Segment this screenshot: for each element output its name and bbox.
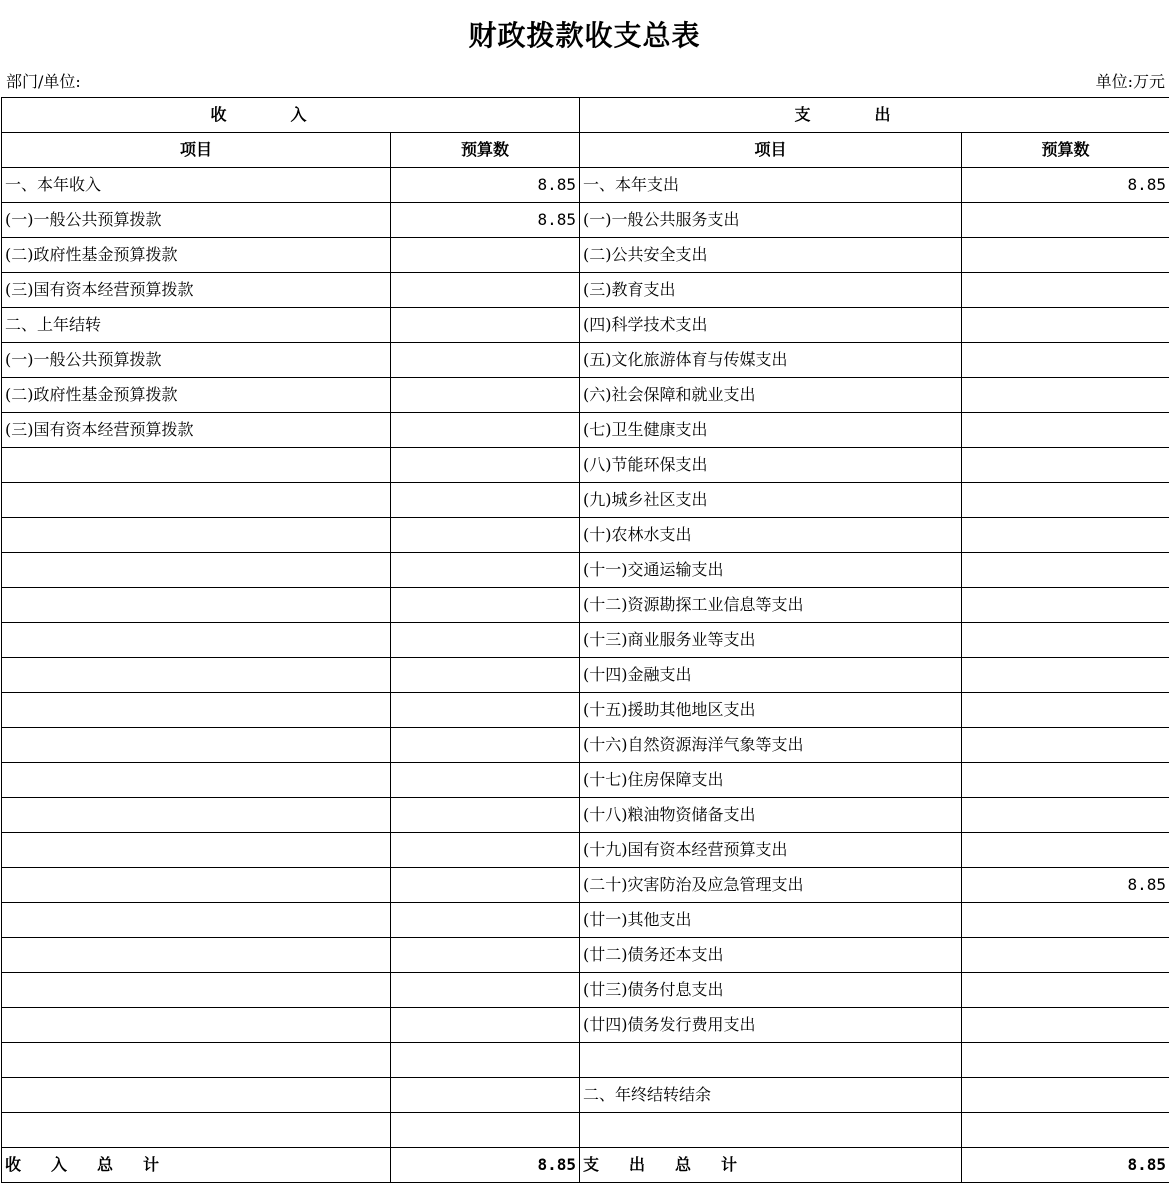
table-row <box>2 623 1169 658</box>
expense-value-cell <box>962 763 1169 798</box>
expense-item-cell: (十九)国有资本经营预算支出 <box>580 833 962 868</box>
expense-value-cell <box>962 273 1169 308</box>
income-value-cell <box>391 903 580 938</box>
income-value-cell <box>391 728 580 763</box>
income-value-cell <box>391 868 580 903</box>
expense-value-cell <box>962 728 1169 763</box>
income-value-cell <box>391 693 580 728</box>
income-item-cell: (二)政府性基金预算拨款 <box>2 378 391 413</box>
expense-value-cell: 8.85 <box>962 168 1169 203</box>
income-item-cell <box>2 483 391 518</box>
income-item-cell <box>2 798 391 833</box>
income-item-cell <box>2 693 391 728</box>
income-value-cell <box>391 973 580 1008</box>
income-item-cell <box>2 1008 391 1043</box>
page-title: 财政拨款收支总表 <box>468 19 701 52</box>
table-row <box>2 693 1169 728</box>
income-value-cell <box>391 518 580 553</box>
income-value-cell <box>391 588 580 623</box>
expense-item-cell: (三)教育支出 <box>580 273 962 308</box>
income-value-cell <box>391 658 580 693</box>
table-row <box>2 203 1169 238</box>
table-row <box>2 518 1169 553</box>
income-item-cell <box>2 903 391 938</box>
expense-item-cell: (九)城乡社区支出 <box>580 483 962 518</box>
income-value-cell <box>391 378 580 413</box>
expense-item-cell <box>580 1043 962 1078</box>
income-item-cell <box>2 553 391 588</box>
unit-label: 单位:万元 <box>1095 72 1165 91</box>
income-value-cell <box>391 483 580 518</box>
expense-header: 支出 <box>580 98 1169 133</box>
expense-item-cell: 二、年终结转结余 <box>580 1078 962 1113</box>
section-header-row <box>2 98 1169 133</box>
income-item-cell <box>2 973 391 1008</box>
budget-summary-table <box>1 97 1169 1183</box>
expense-budget-column-header: 预算数 <box>962 133 1169 168</box>
expense-value-cell: 8.85 <box>962 868 1169 903</box>
table-row <box>2 238 1169 273</box>
income-item-cell: (三)国有资本经营预算拨款 <box>2 273 391 308</box>
expense-item-cell: (五)文化旅游体育与传媒支出 <box>580 343 962 378</box>
income-value-cell <box>391 553 580 588</box>
total-row <box>2 1148 1169 1183</box>
expense-item-cell: (廿四)债务发行费用支出 <box>580 1008 962 1043</box>
expense-value-cell <box>962 483 1169 518</box>
table-row <box>2 448 1169 483</box>
expense-item-cell: (七)卫生健康支出 <box>580 413 962 448</box>
table-row <box>2 903 1169 938</box>
income-value-cell <box>391 1078 580 1113</box>
expense-value-cell <box>962 798 1169 833</box>
expense-value-cell <box>962 378 1169 413</box>
expense-item-cell: (十五)援助其他地区支出 <box>580 693 962 728</box>
expense-value-cell <box>962 1078 1169 1113</box>
expense-item-cell: 一、本年支出 <box>580 168 962 203</box>
income-value-cell <box>391 798 580 833</box>
income-item-cell <box>2 623 391 658</box>
income-item-cell: (三)国有资本经营预算拨款 <box>2 413 391 448</box>
expense-value-cell <box>962 833 1169 868</box>
table-row <box>2 413 1169 448</box>
expense-value-cell <box>962 1043 1169 1078</box>
expense-item-cell: (十三)商业服务业等支出 <box>580 623 962 658</box>
income-item-cell <box>2 763 391 798</box>
table-row <box>2 658 1169 693</box>
expense-item-cell: (十八)粮油物资储备支出 <box>580 798 962 833</box>
income-item-cell: (一)一般公共预算拨款 <box>2 203 391 238</box>
table-body <box>2 98 1169 1183</box>
table-row <box>2 1078 1169 1113</box>
expense-value-cell <box>962 658 1169 693</box>
income-item-cell <box>2 588 391 623</box>
expense-value-cell <box>962 238 1169 273</box>
expense-item-cell: (十二)资源勘探工业信息等支出 <box>580 588 962 623</box>
income-value-cell: 8.85 <box>391 203 580 238</box>
income-value-cell <box>391 238 580 273</box>
income-value-cell <box>391 938 580 973</box>
expense-value-cell <box>962 203 1169 238</box>
department-label: 部门/单位: <box>6 72 81 91</box>
income-value-cell: 8.85 <box>391 168 580 203</box>
expense-value-cell <box>962 553 1169 588</box>
income-value-cell <box>391 623 580 658</box>
expense-item-cell: (十四)金融支出 <box>580 658 962 693</box>
expense-value-cell <box>962 343 1169 378</box>
table-row <box>2 378 1169 413</box>
expense-value-cell <box>962 1008 1169 1043</box>
income-budget-column-header: 预算数 <box>391 133 580 168</box>
income-item-cell <box>2 868 391 903</box>
table-row <box>2 798 1169 833</box>
income-item-cell: (二)政府性基金预算拨款 <box>2 238 391 273</box>
income-item-cell <box>2 448 391 483</box>
income-value-cell <box>391 1113 580 1148</box>
column-header-row <box>2 133 1169 168</box>
income-total-label: 收入总计 <box>2 1148 391 1183</box>
income-value-cell <box>391 343 580 378</box>
table-row <box>2 1113 1169 1148</box>
expense-item-cell: (廿三)债务付息支出 <box>580 973 962 1008</box>
table-row <box>2 938 1169 973</box>
expense-value-cell <box>962 308 1169 343</box>
income-item-cell <box>2 658 391 693</box>
table-row <box>2 763 1169 798</box>
income-item-cell <box>2 728 391 763</box>
expense-item-cell: (六)社会保障和就业支出 <box>580 378 962 413</box>
income-header: 收入 <box>2 98 580 133</box>
expense-item-cell <box>580 1113 962 1148</box>
expense-item-cell: (二)公共安全支出 <box>580 238 962 273</box>
table-row <box>2 973 1169 1008</box>
income-value-cell <box>391 413 580 448</box>
expense-item-cell: (一)一般公共服务支出 <box>580 203 962 238</box>
expense-value-cell <box>962 903 1169 938</box>
income-total-value: 8.85 <box>391 1148 580 1183</box>
expense-value-cell <box>962 938 1169 973</box>
expense-item-cell: (十七)住房保障支出 <box>580 763 962 798</box>
table-row <box>2 1043 1169 1078</box>
income-value-cell <box>391 308 580 343</box>
income-item-cell: (一)一般公共预算拨款 <box>2 343 391 378</box>
expense-item-cell: (十)农林水支出 <box>580 518 962 553</box>
income-item-column-header: 项目 <box>2 133 391 168</box>
expense-item-column-header: 项目 <box>580 133 962 168</box>
expense-item-cell: (八)节能环保支出 <box>580 448 962 483</box>
expense-value-cell <box>962 518 1169 553</box>
income-item-cell: 一、本年收入 <box>2 168 391 203</box>
income-value-cell <box>391 833 580 868</box>
income-item-cell: 二、上年结转 <box>2 308 391 343</box>
income-value-cell <box>391 1043 580 1078</box>
table-row <box>2 588 1169 623</box>
expense-item-cell: (二十)灾害防治及应急管理支出 <box>580 868 962 903</box>
expense-total-value: 8.85 <box>962 1148 1169 1183</box>
expense-value-cell <box>962 1113 1169 1148</box>
table-row <box>2 483 1169 518</box>
income-item-cell <box>2 518 391 553</box>
expense-item-cell: (十一)交通运输支出 <box>580 553 962 588</box>
expense-item-cell: (廿一)其他支出 <box>580 903 962 938</box>
table-row <box>2 728 1169 763</box>
table-row <box>2 1008 1169 1043</box>
table-row <box>2 273 1169 308</box>
income-value-cell <box>391 448 580 483</box>
table-row <box>2 343 1169 378</box>
income-item-cell <box>2 1078 391 1113</box>
income-item-cell <box>2 1043 391 1078</box>
table-row <box>2 308 1169 343</box>
income-item-cell <box>2 938 391 973</box>
income-value-cell <box>391 763 580 798</box>
expense-value-cell <box>962 973 1169 1008</box>
expense-item-cell: (四)科学技术支出 <box>580 308 962 343</box>
income-item-cell <box>2 833 391 868</box>
table-row <box>2 868 1169 903</box>
expense-item-cell: (十六)自然资源海洋气象等支出 <box>580 728 962 763</box>
expense-value-cell <box>962 413 1169 448</box>
income-item-cell <box>2 1113 391 1148</box>
income-value-cell <box>391 1008 580 1043</box>
income-value-cell <box>391 273 580 308</box>
table-row <box>2 833 1169 868</box>
table-row <box>2 168 1169 203</box>
expense-value-cell <box>962 623 1169 658</box>
expense-value-cell <box>962 588 1169 623</box>
expense-value-cell <box>962 448 1169 483</box>
expense-total-label: 支出总计 <box>580 1148 962 1183</box>
expense-value-cell <box>962 693 1169 728</box>
expense-item-cell: (廿二)债务还本支出 <box>580 938 962 973</box>
table-row <box>2 553 1169 588</box>
